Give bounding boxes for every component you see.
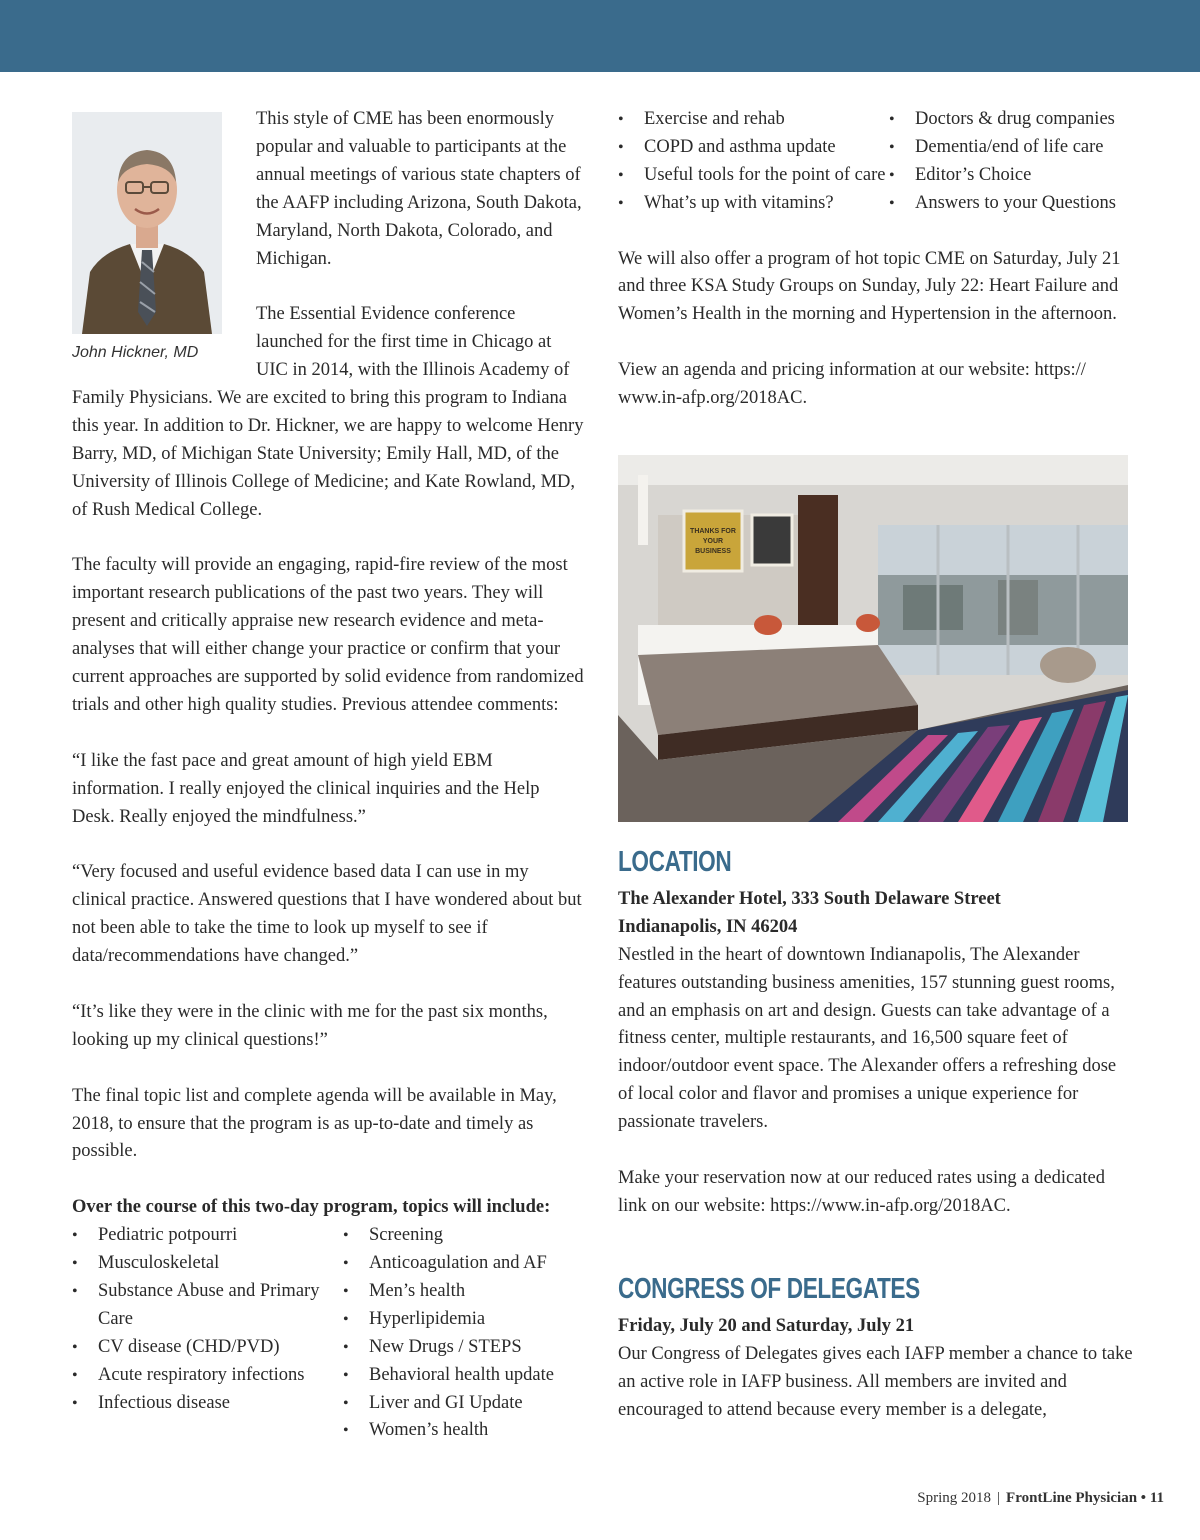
agenda-paragraph: The final topic list and complete agenda will be available in May, 2018, to ensure that the program is as up-to-date and timely as possible.: [72, 1085, 557, 1162]
list-item: • Screening: [343, 1222, 584, 1250]
portrait-figure: [72, 112, 222, 366]
art-text-2: YOUR: [702, 537, 724, 545]
topics-column-2: [343, 1222, 584, 1445]
publication-name: FrontLine Physician: [1006, 1490, 1138, 1506]
faculty-paragraph: The faculty will provide an engaging, rapid-fire review of the most important research publications of the past two years. They will present and critically appraise new research evidence and meta-analyses that will either change your practice or confirm that your current approaches are supported by solid evidence from randomized trials and other high quality studies. Previous attendee comments:: [72, 555, 584, 715]
topics-heading: Over the course of this two-day program, topics will include:: [72, 1197, 551, 1218]
hot-topic-paragraph: We will also offer a program of hot topic CME on Saturday, July 21 and three KSA Study Groups on Sunday, July 22: Heart Failure and Women’s Health in the morning and Hypertension in the afternoon.: [618, 248, 1121, 325]
list-item: • New Drugs / STEPS: [343, 1334, 584, 1362]
issue-label: Spring 2018: [917, 1490, 992, 1506]
list-item: • CV disease (CHD/PVD): [72, 1334, 343, 1362]
list-item: • Anticoagulation and AF: [343, 1250, 584, 1278]
list-item: • What’s up with vitamins?: [618, 190, 889, 218]
congress-dates: Friday, July 20 and Saturday, July 21: [618, 1315, 915, 1336]
testimonial-2: “Very focused and useful evidence based data I can use in my clinical practice. Answered questions that I have wondered about but not been able to take the time to look up myself to see if data/recommendations have changed.”: [72, 862, 582, 967]
art-text-1: THANKS FOR: [690, 527, 736, 535]
list-item: • Useful tools for the point of care: [618, 162, 889, 190]
footer-separator: |: [997, 1490, 1001, 1506]
list-item: • Hyperlipidemia: [343, 1306, 584, 1334]
left-column: [72, 106, 584, 1473]
reservation-paragraph: Make your reservation now at our reduced rates using a dedicated link on our website: https://www.in-afp.org/2018AC.: [618, 1167, 1105, 1216]
art-text-3: BUSINESS: [695, 547, 731, 555]
list-item: • Acute respiratory infections: [72, 1362, 343, 1390]
hotel-room-photo: [618, 455, 1128, 822]
location-heading: LOCATION: [618, 845, 732, 878]
agenda-link-paragraph: View an agenda and pricing information at our website: https:// www.in-afp.org/2018AC.: [618, 360, 1086, 409]
header-banner: [0, 0, 1200, 72]
testimonial-1: “I like the fast pace and great amount of high yield EBM information. I really enjoyed the clinical inquiries and the Help Desk. Really enjoyed the mindfulness.”: [72, 750, 540, 827]
list-item: • Liver and GI Update: [343, 1390, 584, 1418]
list-item: • Pediatric potpourri: [72, 1222, 343, 1250]
list-item: • Musculoskeletal: [72, 1250, 343, 1278]
list-item: • Infectious disease: [72, 1390, 343, 1418]
list-item: • Editor’s Choice: [889, 162, 1133, 190]
footer-bullet: •: [1140, 1490, 1147, 1506]
list-item: • Doctors & drug companies: [889, 106, 1133, 134]
list-item: • Substance Abuse and Primary Care: [72, 1278, 343, 1334]
location-description: Nestled in the heart of downtown Indianapolis, The Alexander features outstanding business amenities, 157 stunning guest rooms, and an emphasis on art and design. Guests can take advantage of a fitness center, multiple restaurants, and 16,500 square feet of indoor/outdoor event space. The Alexander offers a refreshing dose of local color and flavor and promises a unique experience for passionate travelers.: [618, 944, 1117, 1133]
conference-paragraph: The Essential Evidence conference launched for the first time in Chicago at UIC in 2014, with the Illinois Academy of Family Physicians. We are excited to bring this program to Indiana this year. In addition to Dr. Hickner, we are happy to welcome Henry Barry, MD, of Michigan State University; Emily Hall, MD, of the University of Illinois College of Medicine; and Kate Rowland, MD, of Rush Medical College.: [72, 304, 584, 520]
page-number: 11: [1149, 1490, 1164, 1506]
photo-caption: John Hickner, MD: [72, 344, 199, 361]
list-item: • Behavioral health update: [343, 1362, 584, 1390]
list-item: • Men’s health: [343, 1278, 584, 1306]
right-column: [618, 106, 1133, 1452]
list-item: • Exercise and rehab: [618, 106, 889, 134]
topics-list-continued: [618, 106, 1133, 218]
location-address-line-2: Indianapolis, IN 46204: [618, 916, 798, 937]
topics-column-1: [72, 1222, 343, 1445]
list-item: • Women’s health: [343, 1417, 584, 1445]
list-item: • Answers to your Questions: [889, 190, 1133, 218]
topics-column-4: [889, 106, 1133, 218]
congress-description: Our Congress of Delegates gives each IAFP member a chance to take an active role in IAFP business. All members are invited and encouraged to attend because every member is a delegate,: [618, 1343, 1133, 1420]
topics-column-3: [618, 106, 889, 218]
portrait-photo: [72, 112, 222, 334]
list-item: • Dementia/end of life care: [889, 134, 1133, 162]
testimonial-3: “It’s like they were in the clinic with me for the past six months, looking up my clinical questions!”: [72, 1001, 548, 1050]
list-item: • COPD and asthma update: [618, 134, 889, 162]
location-address-line-1: The Alexander Hotel, 333 South Delaware Street: [618, 888, 1001, 909]
intro-paragraph: This style of CME has been enormously popular and valuable to participants at the annual meetings of various state chapters of the AAFP including Arizona, South Dakota, Maryland, North Dakota, Colorado, and Michigan.: [256, 109, 582, 269]
congress-heading: CONGRESS OF DELEGATES: [618, 1272, 920, 1305]
topics-list: [72, 1222, 584, 1445]
page-footer: [917, 1488, 1164, 1508]
